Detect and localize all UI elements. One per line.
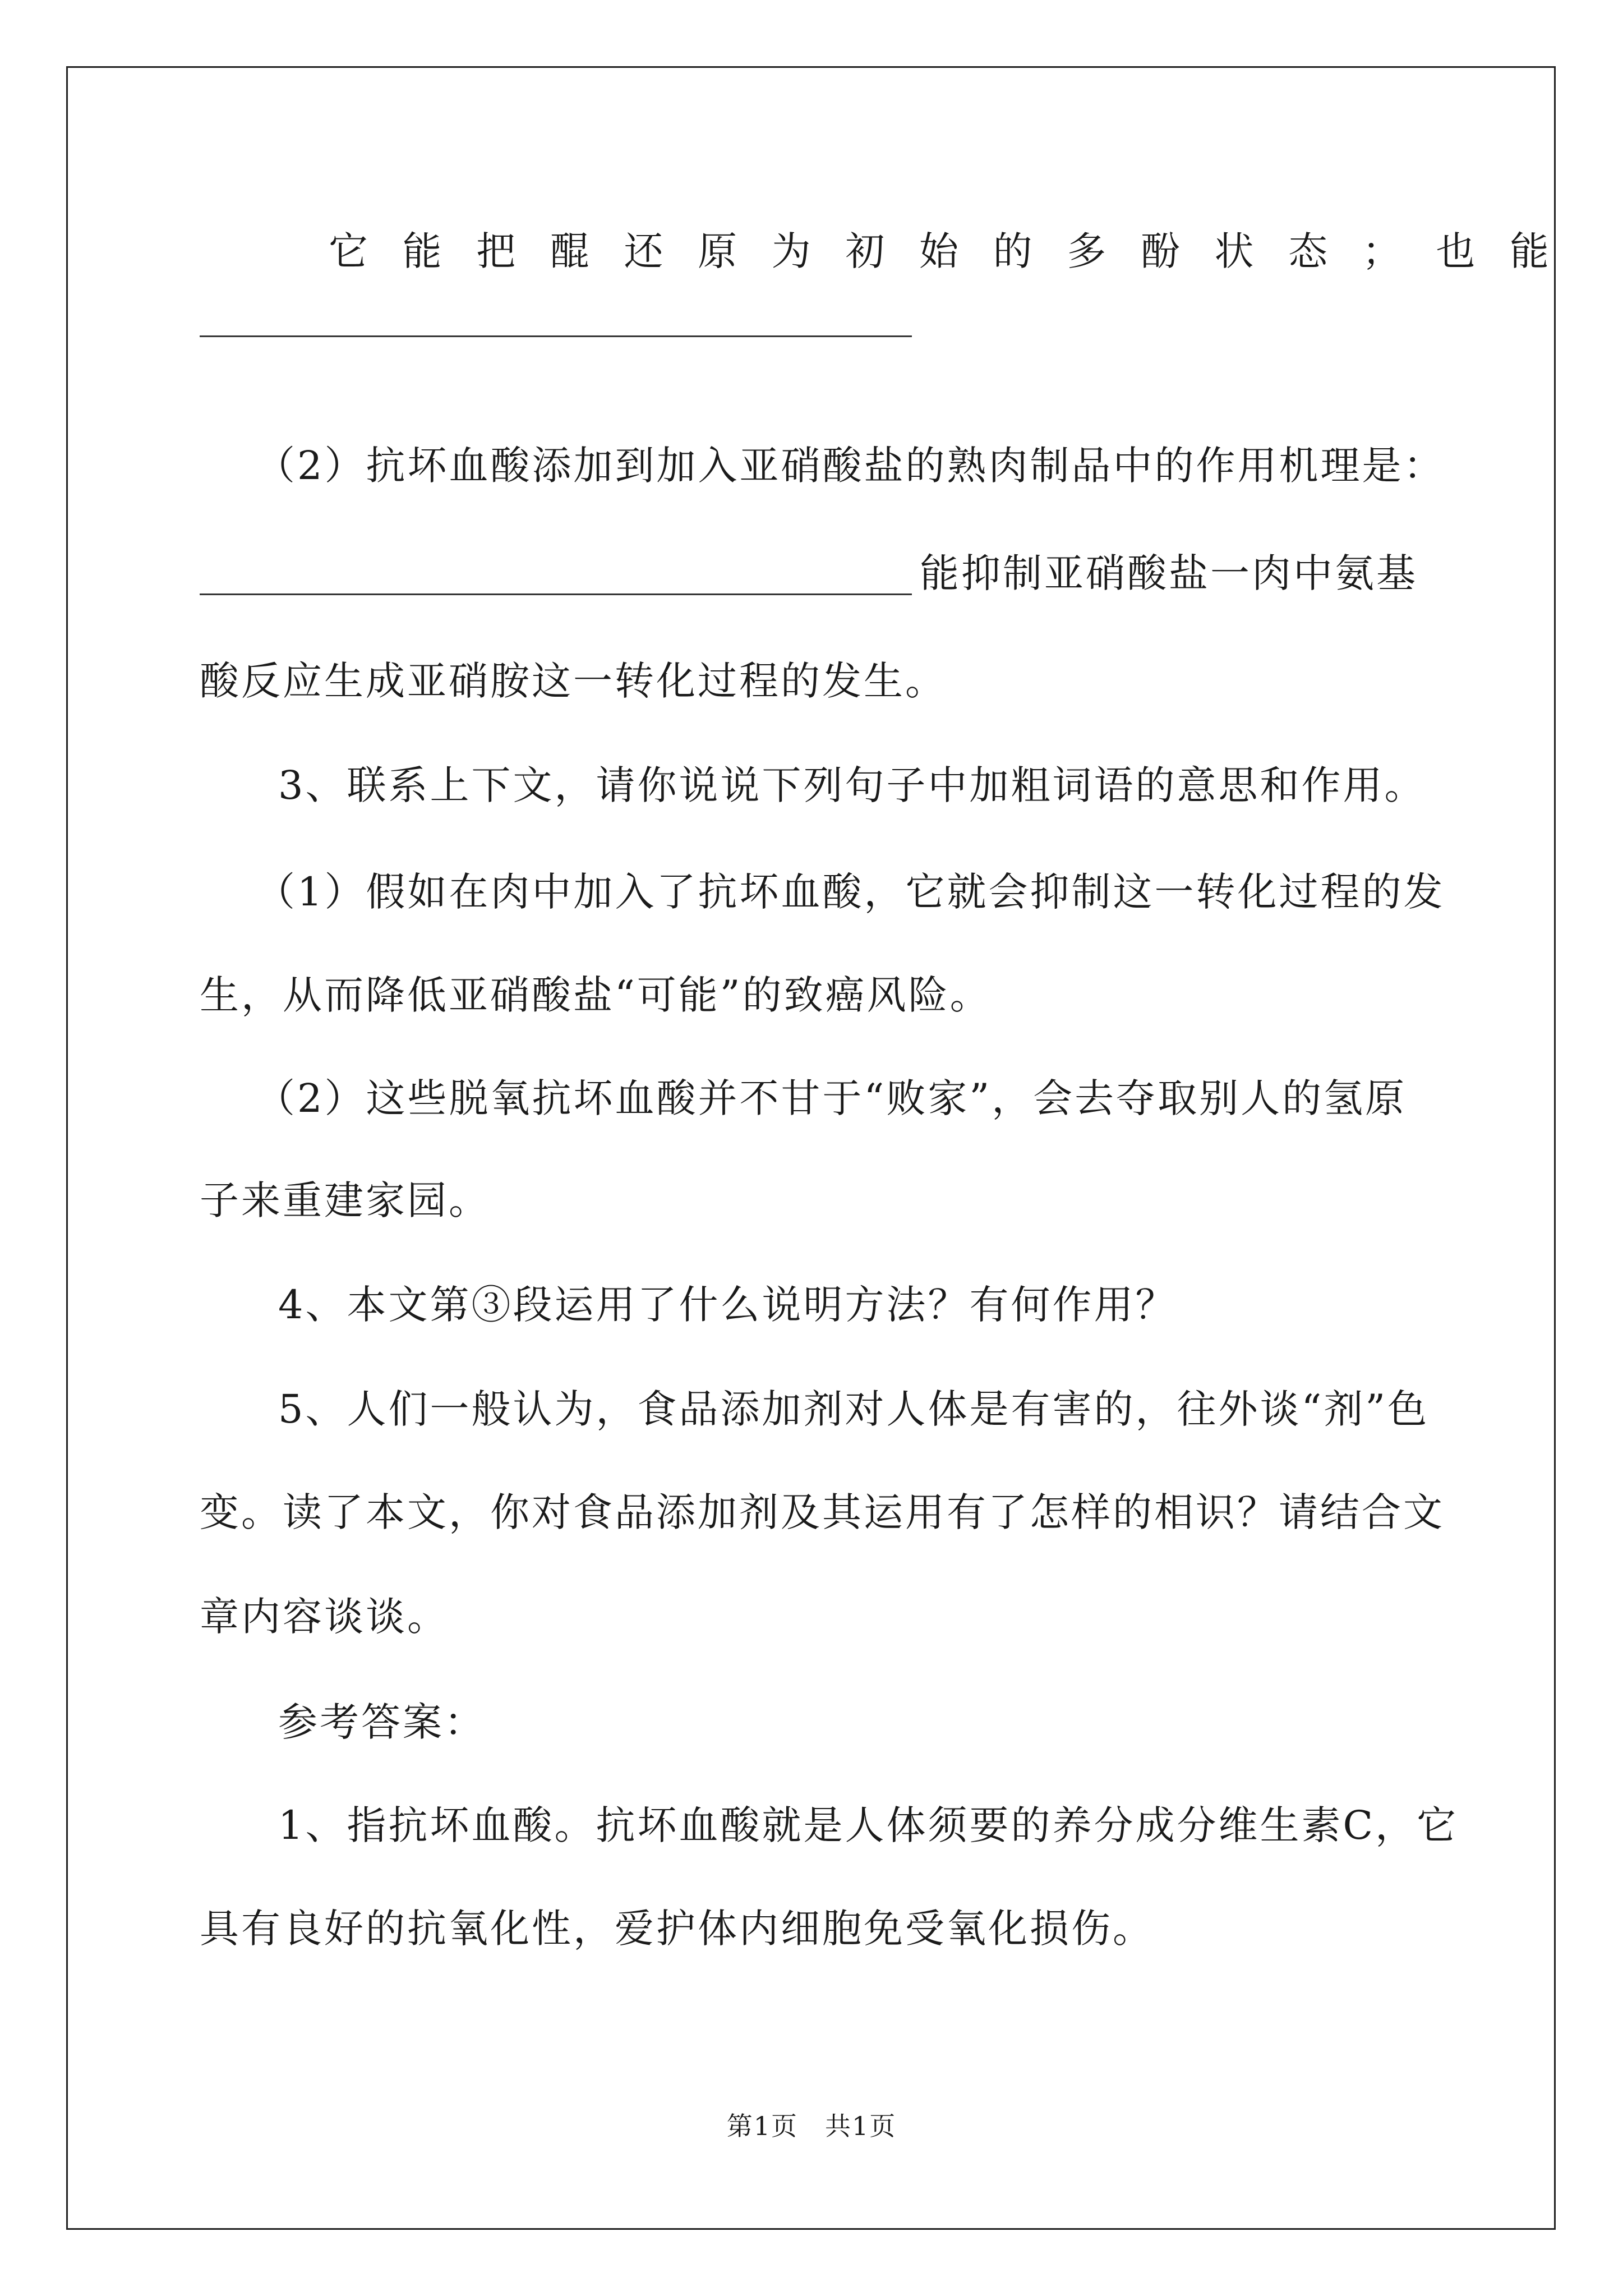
spread-char: 始 bbox=[919, 228, 961, 274]
answer-1-line-1: 1、指抗坏血酸。抗坏血酸就是人体须要的养分成分维生素C，它 bbox=[278, 1802, 1459, 1848]
spread-char: 能 bbox=[402, 228, 444, 274]
answer-1-line-2: 具有良好的抗氧化性，爱护体内细胞免受氧化损伤。 bbox=[200, 1906, 1154, 1952]
spread-char: 多 bbox=[1067, 228, 1109, 274]
question-3-2-line-1: （2）这些脱氧抗坏血酸并不甘于“败家”，会去夺取别人的氢原 bbox=[256, 1075, 1407, 1121]
spread-char: 为 bbox=[771, 228, 813, 274]
spread-char: 醌 bbox=[550, 228, 592, 274]
question-5-line-1: 5、人们一般认为，食品添加剂对人体是有害的，往外谈“剂”色 bbox=[278, 1386, 1430, 1432]
question-3-2-line-2: 子来重建家园。 bbox=[200, 1177, 490, 1223]
spread-char: 态 bbox=[1288, 228, 1330, 274]
question-4: 4、本文第③段运用了什么说明方法？有何作用？ bbox=[278, 1282, 1177, 1328]
answer-blank-line-2 bbox=[200, 593, 912, 595]
spread-char: 也 bbox=[1436, 228, 1478, 274]
answer-blank-line-1 bbox=[200, 335, 912, 337]
page-footer: 第1页 共1页 bbox=[726, 2111, 897, 2141]
line-spread-text bbox=[329, 223, 1551, 279]
spread-char: 还 bbox=[624, 228, 666, 274]
spread-char: 原 bbox=[698, 228, 740, 274]
spread-char: 把 bbox=[476, 228, 518, 274]
spread-char: 酚 bbox=[1140, 228, 1182, 274]
question-2-tail: 能抑制亚硝酸盐一肉中氨基 bbox=[920, 550, 1418, 596]
spread-char: 能 bbox=[1510, 228, 1551, 274]
question-2-continuation: 酸反应生成亚硝胺这一转化过程的发生。 bbox=[200, 658, 947, 704]
question-5-line-2: 变。读了本文，你对食品添加剂及其运用有了怎样的相识？请结合文 bbox=[200, 1489, 1445, 1535]
question-3-title: 3、联系上下文，请你说说下列句子中加粗词语的意思和作用。 bbox=[278, 762, 1426, 808]
spread-char: 它 bbox=[329, 228, 370, 274]
spread-char: 初 bbox=[845, 228, 887, 274]
answer-title: 参考答案： bbox=[278, 1699, 486, 1745]
spread-char: 状 bbox=[1214, 228, 1256, 274]
question-2-label: （2）抗坏血酸添加到加入亚硝酸盐的熟肉制品中的作用机理是： bbox=[256, 443, 1445, 489]
spread-char: 的 bbox=[993, 228, 1035, 274]
question-5-line-3: 章内容谈谈。 bbox=[200, 1594, 449, 1640]
spread-char: ； bbox=[1362, 228, 1404, 274]
question-3-1-line-2: 生，从而降低亚硝酸盐“可能”的致癌风险。 bbox=[200, 972, 992, 1018]
question-3-1-line-1: （1）假如在肉中加入了抗坏血酸，它就会抑制这一转化过程的发 bbox=[256, 869, 1445, 915]
